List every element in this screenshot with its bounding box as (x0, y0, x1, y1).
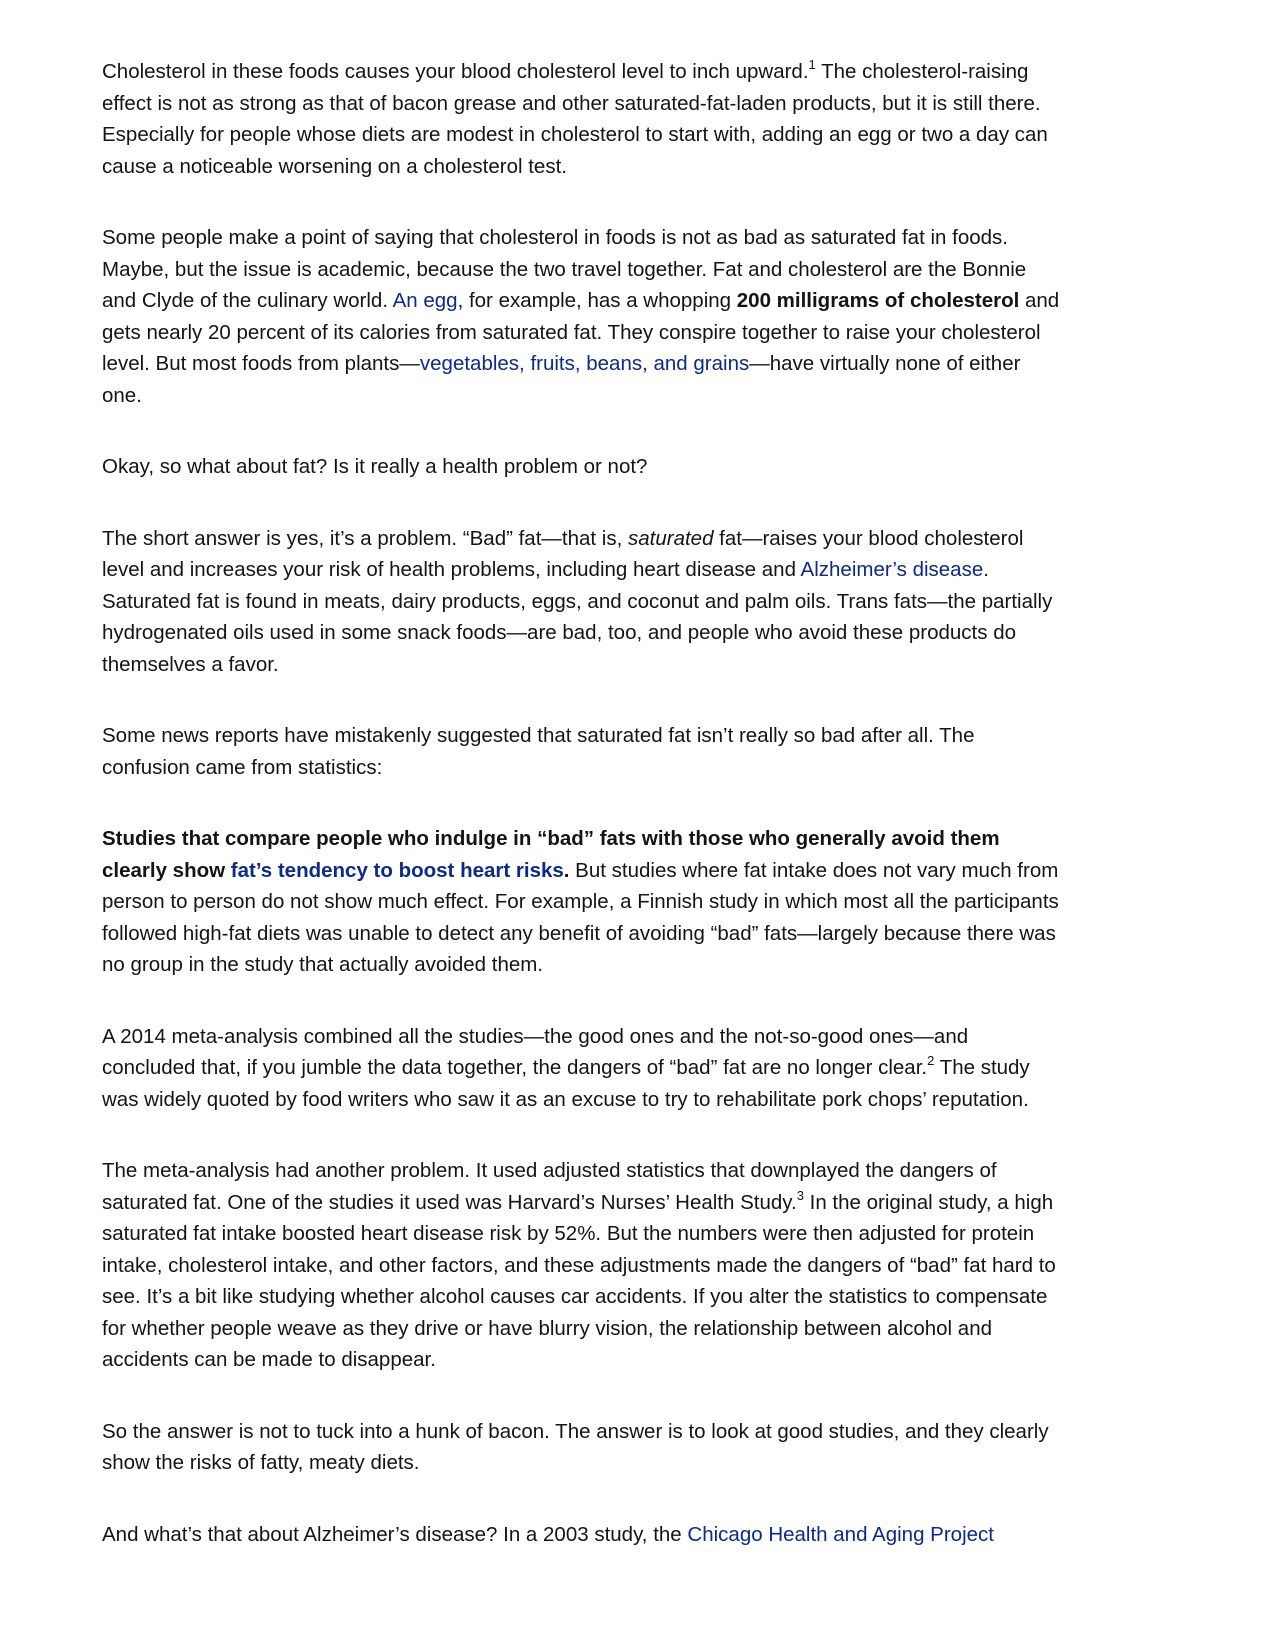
text-run: A 2014 meta-analysis combined all the studies—the good ones and the not-so-good ones—and concluded that, if you jumble the data together, the dangers of “bad” fat are no longer clear. (102, 1024, 969, 1079)
text-run: fat—raises your blood cholesterol level and increases your risk of health problems, including heart disease and (102, 526, 1024, 581)
paragraph-fat-question (102, 451, 1062, 483)
paragraph-adjusted-statistics (102, 1155, 1062, 1376)
text-run: In the original study, a high saturated fat intake boosted heart disease risk by 52%. But the numbers were then adjusted for protein intake, cholesterol intake, and other factors, and these adjustments made the dangers of “bad” fat hard to see. It’s a bit like studying whether alcohol causes car accidents. If you alter the statistics to compensate for whether people weave as they drive or have blurry vision, the relationship between alcohol and accidents can be made to disappear. (102, 1190, 1056, 1371)
italic-saturated: saturated (628, 526, 714, 550)
text-run: Cholesterol in these foods causes your blood cholesterol level to inch upward. (102, 60, 809, 83)
bold-studies-compare: Studies that compare people who indulge in “bad” fats with those who generally avoid them clearly show (102, 827, 1000, 882)
footnote-ref-2[interactable]: 2 (927, 1053, 935, 1069)
text-run: But studies where fat intake does not vary much from person to person do not show much effect. For example, a Finnish study in which most all the participants followed high-fat diets was unable to detect any benefit of avoiding “bad” fats—largely because there was no group in the study that actually avoided them. (102, 858, 1059, 976)
text-run: The meta-analysis had another problem. It used adjusted statistics that downplayed the dangers of saturated fat. One of the studies it used was Harvard’s Nurses’ Health Study. (102, 1159, 997, 1214)
link-plant-foods[interactable]: vegetables, fruits, beans, and grains (419, 352, 750, 375)
text-run: . Saturated fat is found in meats, dairy products, eggs, and coconut and palm oils. Trans fats—the partially hydrogenated oils used in some snack foods—are bad, too, and people who avoid these products do themselves a favor. (102, 558, 1053, 676)
link-alzheimers-disease[interactable]: Alzheimer’s disease (800, 558, 984, 581)
paragraph-alzheimers-study (102, 1519, 1062, 1551)
paragraph-bonnie-and-clyde (102, 222, 1062, 411)
link-heart-risks[interactable]: fat’s tendency to boost heart risks (230, 858, 564, 882)
link-an-egg[interactable]: An egg (392, 289, 458, 312)
paragraph-cholesterol-upward (102, 56, 1062, 182)
bold-cholesterol-amount: 200 milligrams of cholesterol (736, 289, 1020, 312)
text-run: The short answer is yes, it’s a problem. “Bad” fat—that is, (102, 526, 628, 550)
text-run: So the answer is not to tuck into a hunk of bacon. The answer is to look at good studies, and they clearly show the risks of fatty, meaty diets. (102, 1419, 1049, 1474)
text-run: Okay, so what about fat? Is it really a health problem or not? (102, 455, 648, 478)
bold-period: . (563, 858, 570, 882)
paragraph-studies-compare (102, 823, 1062, 981)
paragraph-bad-fat (102, 523, 1062, 681)
text-run: The study was widely quoted by food writers who saw it as an excuse to try to rehabilitate pork chops’ reputation. (102, 1056, 1030, 1111)
footnote-ref-1[interactable]: 1 (808, 57, 816, 73)
paragraph-meta-analysis (102, 1021, 1062, 1116)
text-run: Some news reports have mistakenly suggested that saturated fat isn’t really so bad after all. The confusion came from statistics: (102, 724, 975, 779)
text-run: , for example, has a whopping (457, 289, 737, 312)
text-run: And what’s that about Alzheimer’s disease? In a 2003 study, the (102, 1522, 688, 1546)
paragraph-good-studies (102, 1416, 1062, 1479)
text-run: Some people make a point of saying that cholesterol in foods is not as bad as saturated fat in foods. Maybe, but the issue is academic, because the two travel together. Fat and cholesterol are the Bonnie and Clyde of the culinary world. (102, 226, 1027, 312)
paragraph-news-reports (102, 720, 1062, 783)
text-run: The cholesterol-raising effect is not as strong as that of bacon grease and other saturated-fat-laden products, but it is still there. Especially for people whose diets are modest in cholesterol to start with, adding an egg or two a day can cause a noticeable worsening on a cholesterol test. (102, 60, 1048, 178)
text-run: and gets nearly 20 percent of its calories from saturated fat. They conspire together to raise your cholesterol level. But most foods from plants— (102, 289, 1060, 375)
article-body (102, 56, 1062, 1590)
link-chicago-health-aging-project[interactable]: Chicago Health and Aging Project (687, 1522, 994, 1546)
footnote-ref-3[interactable]: 3 (796, 1187, 804, 1203)
text-run: —have virtually none of either one. (102, 352, 1021, 407)
